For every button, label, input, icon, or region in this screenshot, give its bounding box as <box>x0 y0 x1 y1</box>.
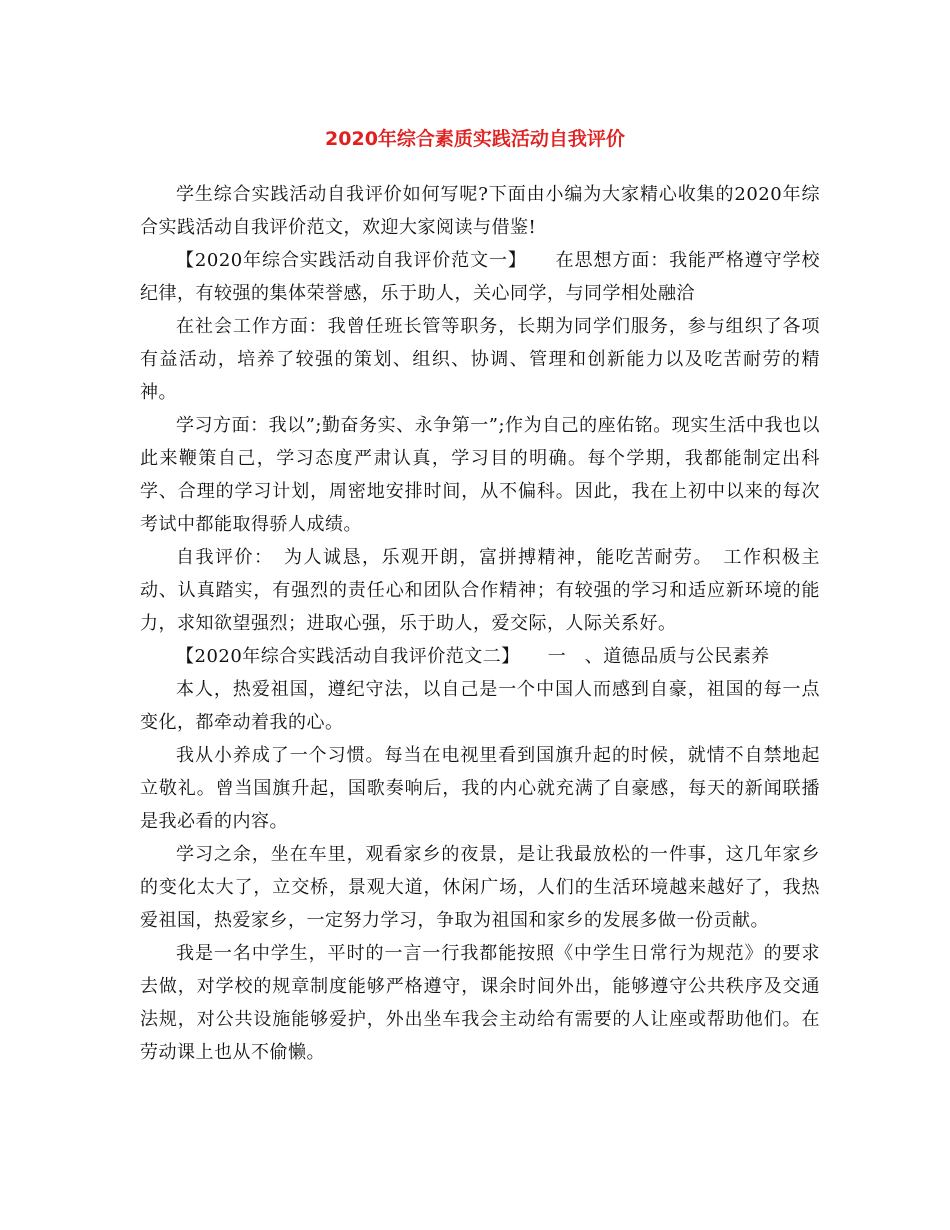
paragraph-1: 学生综合实践活动自我评价如何写呢?下面由小编为大家精心收集的2020年综合实践活动自我评价范文，欢迎大家阅读与借鉴! <box>140 184 820 238</box>
document-body <box>140 178 820 1069</box>
paragraph-7: 本人，热爱祖国，遵纪守法，以自己是一个中国人而感到自豪，祖国的每一点变化，都牵动着我的心。 <box>140 679 820 733</box>
document-title: 2020年综合素质实践活动自我评价 <box>325 128 625 150</box>
paragraph-2: 【2020年综合实践活动自我评价范文一】 在思想方面：我能严格遵守学校纪律，有较强的集体荣誉感，乐于助人，关心同学，与同学相处融洽 <box>140 250 820 304</box>
paragraph-5: 自我评价： 为人诚恳，乐观开朗，富拼搏精神，能吃苦耐劳。 工作积极主动、认真踏实，有强烈的责任心和团队合作精神；有较强的学习和适应新环境的能力，求知欲望强烈；进取心强，乐于助人，爱交际，人际关系好。 <box>140 547 820 634</box>
paragraph-9: 学习之余，坐在车里，观看家乡的夜景，是让我最放松的一件事，这几年家乡的变化太大了，立交桥，景观大道，休闲广场，人们的生活环境越来越好了，我热爱祖国，热爱家乡，一定努力学习，争取为祖国和家乡的发展多做一份贡献。 <box>140 844 820 931</box>
paragraph-3: 在社会工作方面：我曾任班长管等职务，长期为同学们服务，参与组织了各项有益活动，培养了较强的策划、组织、协调、管理和创新能力以及吃苦耐劳的精神。 <box>140 316 820 403</box>
paragraph-4: 学习方面：我以”;勤奋务实、永争第一”;作为自己的座佑铭。现实生活中我也以此来鞭策自己，学习态度严肃认真，学习目的明确。每个学期，我都能制定出科学、合理的学习计划，周密地安排时间，从不偏科。因此，我在上初中以来的每次考试中都能取得骄人成绩。 <box>140 415 820 535</box>
paragraph-10: 我是一名中学生，平时的一言一行我都能按照《中学生日常行为规范》的要求去做，对学校的规章制度能够严格遵守，课余时间外出，能够遵守公共秩序及交通法规，对公共设施能够爱护，外出坐车我会主动给有需要的人让座或帮助他们。在劳动课上也从不偷懒。 <box>140 943 820 1063</box>
paragraph-8: 我从小养成了一个习惯。每当在电视里看到国旗升起的时候，就情不自禁地起立敬礼。曾当国旗升起，国歌奏响后，我的内心就充满了自豪感，每天的新闻联播是我必看的内容。 <box>140 745 820 832</box>
paragraph-6: 【2020年综合实践活动自我评价范文二】 一 、道德品质与公民素养 <box>176 646 770 667</box>
